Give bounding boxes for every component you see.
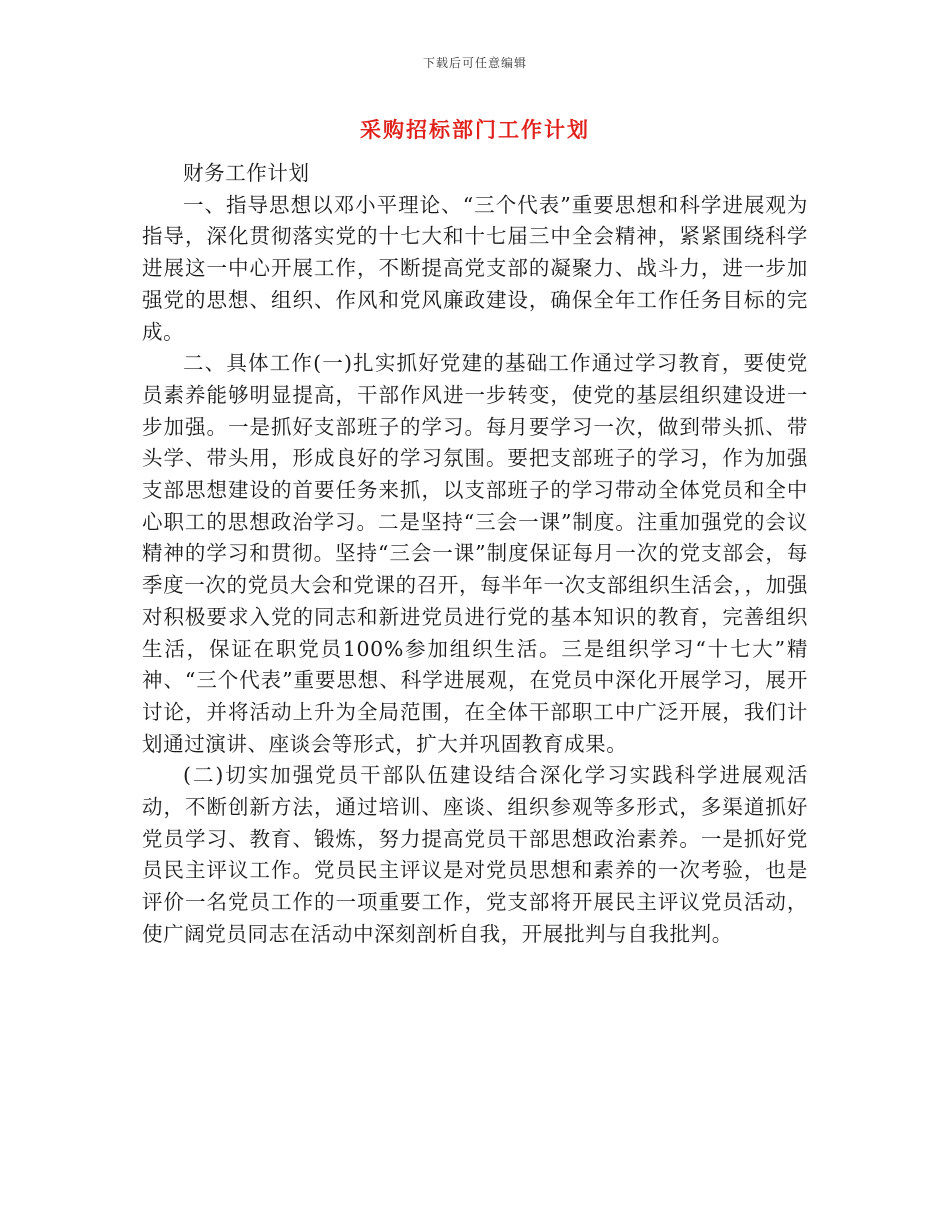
- paragraph-team-building: (二)切实加强党员干部队伍建设结合深化学习实践科学进展观活动，不断创新方法，通过培训、座谈、组织参观等多形式，多渠道抓好党员学习、教育、锻炼，努力提高党员干部思想政治素养。一是抓好党员民主评议工作。党员民主评议是对党员思想和素养的一次考验，也是评价一名党员工作的一项重要工作，党支部将开展民主评议党员活动，使广阔党员同志在活动中深刻剖析自我，开展批判与自我批判。: [142, 763, 808, 946]
- section-label: 财务工作计划: [183, 161, 310, 185]
- document-title: 采购招标部门工作计划: [360, 118, 590, 142]
- document-body: [142, 158, 808, 951]
- paragraph-guiding-ideology: 一、指导思想以邓小平理论、“三个代表”重要思想和科学进展观为指导，深化贯彻落实党的十七大和十七届三中全会精神，紧紧围绕科学进展这一中心开展工作，不断提高党支部的凝聚力、战斗力，进一步加强党的思想、组织、作风和党风廉政建设，确保全年工作任务目标的完成。: [142, 192, 808, 344]
- header-note: 下载后可任意编辑: [422, 56, 527, 70]
- paragraph-specific-work: 二、具体工作(一)扎实抓好党建的基础工作通过学习教育，要使党员素养能够明显提高，干部作风进一步转变，使党的基层组织建设进一步加强。一是抓好支部班子的学习。每月要学习一次，做到带头抓、带头学、带头用，形成良好的学习氛围。要把支部班子的学习，作为加强支部思想建设的首要任务来抓，以支部班子的学习带动全体党员和全中心职工的思想政治学习。二是坚持“三会一课”制度。注重加强党的会议精神的学习和贯彻。坚持“三会一课”制度保证每月一次的党支部会，每季度一次的党员大会和党课的召开，每半年一次支部组织生活会，，加强对积极要求入党的同志和新进党员进行党的基本知识的教育，完善组织生活，保证在职党员100%参加组织生活。三是组织学习“十七大”精神、“三个代表”重要思想、科学进展观，在党员中深化开展学习，展开讨论，并将活动上升为全局范围，在全体干部职工中广泛开展，我们计划通过演讲、座谈会等形式，扩大并巩固教育成果。: [142, 351, 808, 756]
